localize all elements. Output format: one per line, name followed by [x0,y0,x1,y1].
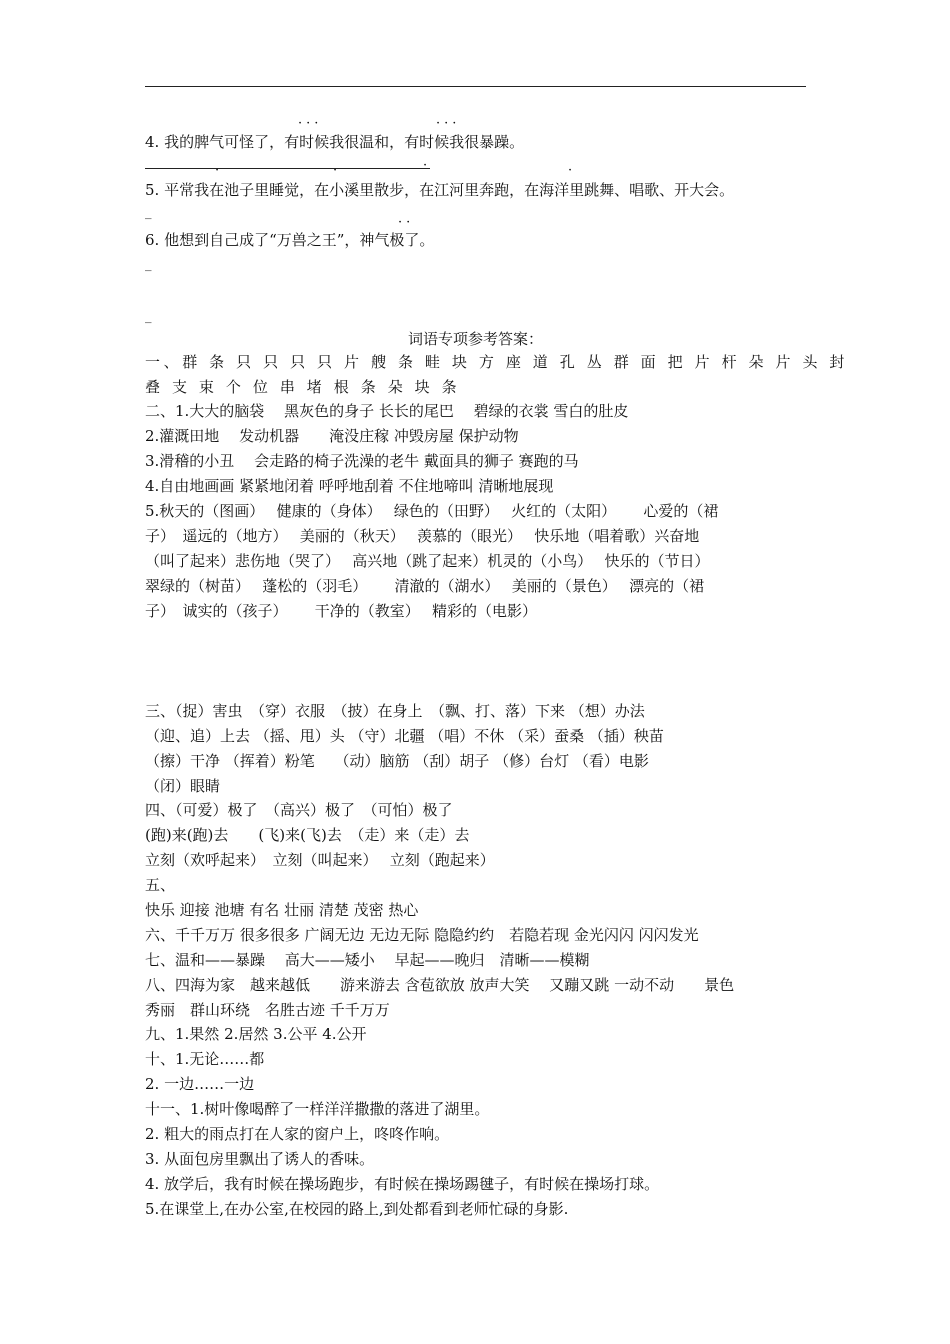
answer-11-line-2: 2. 粗大的雨点打在人家的窗户上，咚咚作响。 [145,1125,450,1143]
answer-11-line-1: 十一、1.树叶像喝醉了一样洋洋撒撒的落进了湖里。 [145,1100,490,1118]
header-rule [145,86,806,87]
answer-3-line-2: （迎、追）上去 （摇、甩）头 （守）北疆 （唱）不休 （采）蚕桑 （插）秧苗 [145,727,664,745]
emphasis-dots: · [215,163,224,178]
emphasis-dots: ··· [298,116,323,131]
question-6: 6. 他想到自己成了“万兽之王”，神气极了。 [145,231,435,249]
answer-blank: _ [145,257,152,272]
answer-8-line-1: 八、四海为家 越来越低 游来游去 含苞欲放 放声大笑 又蹦又跳 一动不动 景色 [145,976,735,994]
emphasis-dots: · [333,163,342,178]
emphasis-dots: · [568,163,577,178]
answer-1-line-1: 一、群 条 只 只 只 只 片 艘 条 畦 块 方 座 道 孔 丛 群 面 把 片 杆 朵 片 头 封 [145,353,849,371]
question-5: 5. 平常我在池子里睡觉，在小溪里散步，在江河里奔跑，在海洋里跳舞、唱歌、开大会。 [145,181,735,199]
answer-blank: _ [145,309,152,324]
answer-2-line-6: 子） 遥远的（地方） 美丽的（秋天） 羡慕的（眼光） 快乐地（唱着歌）兴奋地 [145,527,700,545]
answer-1-line-2: 叠 支 束 个 位 串 堵 根 条 朵 块 条 [145,378,461,396]
answer-4-line-2: (跑)来(跑)去 (飞)来(飞)去 （走）来（走）去 [145,826,470,844]
answer-7: 七、温和——暴躁 高大——矮小 早起——晚归 清晰——模糊 [145,951,590,969]
answer-2-line-8: 翠绿的（树苗） 蓬松的（羽毛） 清澈的（湖水） 美丽的（景色） 漂亮的（裙 [145,577,705,595]
answer-line [145,168,430,169]
answer-5-line-1: 五、 [145,876,176,894]
answer-2-line-3: 3.滑稽的小丑 会走路的椅子洗澡的老牛 戴面具的狮子 赛跑的马 [145,452,579,470]
answer-2-line-4: 4.自由地画画 紧紧地闭着 呼呼地刮着 不住地啼叫 清晰地展现 [145,477,554,495]
answer-3-line-4: （闭）眼睛 [145,777,221,795]
answer-blank: _ [145,205,152,220]
answer-10-line-2: 2. 一边……一边 [145,1075,255,1093]
answer-3-line-1: 三、（捉）害虫 （穿）衣服 （披）在身上 （飘、打、落）下来 （想）办法 [145,702,645,720]
question-4: 4. 我的脾气可怪了，有时候我很温和，有时候我很暴躁。 [145,133,525,151]
answer-11-line-5: 5.在课堂上,在办公室,在校园的路上,到处都看到老师忙碌的身影. [145,1200,569,1218]
emphasis-dots: · [423,158,432,173]
answer-9: 九、1.果然 2.居然 3.公平 4.公开 [145,1025,367,1043]
answer-2-line-1: 二、1.大大的脑袋 黑灰色的身子 长长的尾巴 碧绿的衣裳 雪白的肚皮 [145,402,629,420]
answer-10-line-1: 十、1.无论……都 [145,1050,265,1068]
emphasis-dots: ·· [398,215,415,230]
answer-11-line-4: 4. 放学后，我有时候在操场跑步，有时候在操场踢毽子，有时候在操场打球。 [145,1175,660,1193]
answer-4-line-3: 立刻（欢呼起来） 立刻（叫起来） 立刻（跑起来） [145,851,495,869]
answer-5-line-2: 快乐 迎接 池塘 有名 壮丽 清楚 茂密 热心 [145,901,419,919]
answers-title: 词语专项参考答案： [407,330,543,348]
answer-2-line-7: （叫了起来）悲伤地（哭了） 高兴地（跳了起来）机灵的（小鸟） 快乐的（节日） [145,552,710,570]
answer-2-line-5: 5.秋天的（图画） 健康的（身体） 绿色的（田野） 火红的（太阳） 心爱的（裙 [145,502,719,520]
answer-8-line-2: 秀丽 群山环绕 名胜古迹 千千万万 [145,1001,390,1019]
answer-2-line-9: 子） 诚实的（孩子） 干净的（教室） 精彩的（电影） [145,602,538,620]
answer-2-line-2: 2.灌溉田地 发动机器 淹没庄稼 冲毁房屋 保护动物 [145,427,519,445]
answer-6: 六、千千万万 很多很多 广阔无边 无边无际 隐隐约约 若隐若现 金光闪闪 闪闪发光 [145,926,699,944]
answer-4-line-1: 四、（可爱）极了 （高兴）极了 （可怕）极了 [145,801,453,819]
answer-3-line-3: （擦）干净 （挥着）粉笔 （动）脑筋 （刮）胡子 （修）台灯 （看）电影 [145,752,649,770]
emphasis-dots: ··· [436,116,461,131]
answer-11-line-3: 3. 从面包房里飘出了诱人的香味。 [145,1150,375,1168]
